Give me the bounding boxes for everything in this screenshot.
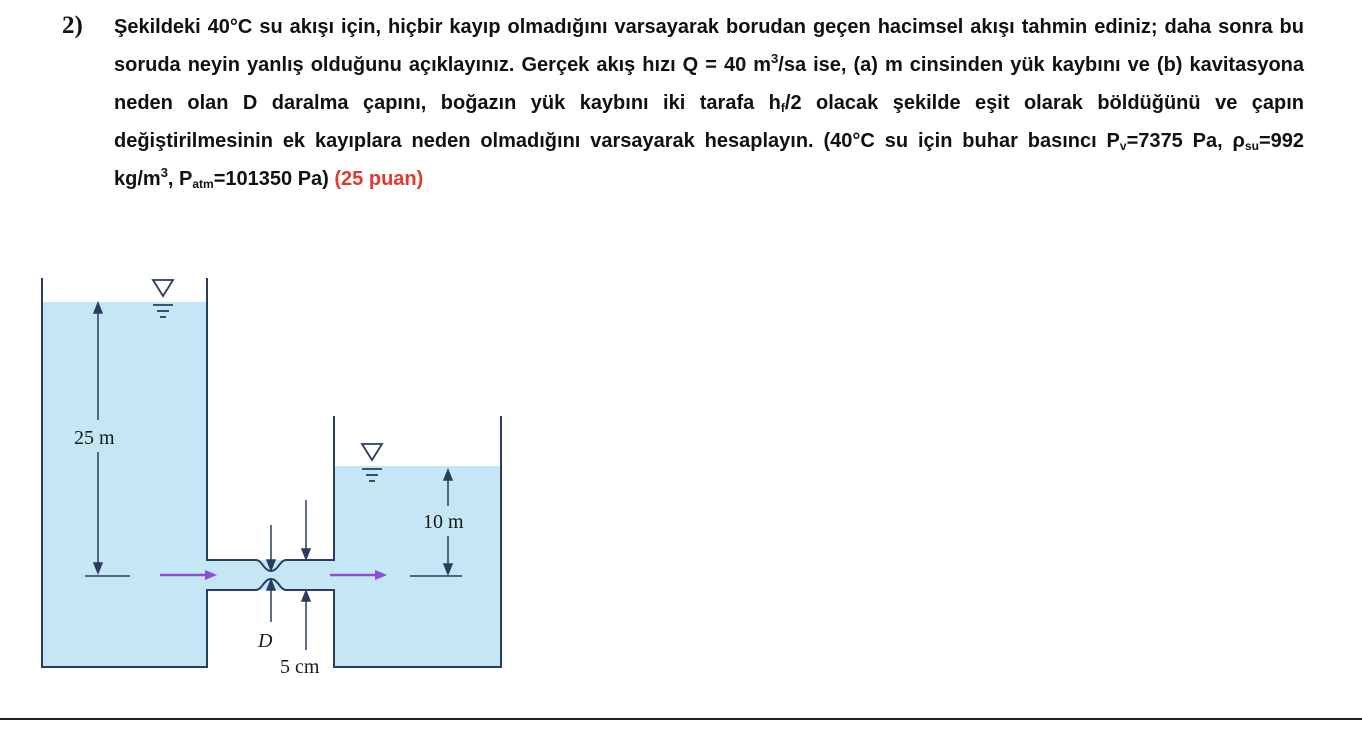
right-height-label: 10 m	[423, 511, 464, 533]
question-text-part-4: =7375 Pa, ρ	[1126, 130, 1245, 152]
left-height-label: 25 m	[74, 427, 115, 449]
question-text	[114, 8, 1304, 198]
subscript-v: v	[1119, 139, 1127, 153]
left-tank-water	[42, 302, 207, 667]
throat-label: D	[258, 630, 273, 652]
right-tank-upper-wall	[286, 416, 334, 560]
question-text-part-1: Şekildeki 40°C su akışı için, hiçbir kayıp olmadığını varsayarak borudan geçen hacimsel akışı tahmin ediniz; daha sonra bu soruda neyin yanlış olduğunu açıklayınız. Gerçek akış hızı Q = 40 m	[114, 16, 1304, 76]
superscript-3: 3	[771, 51, 779, 66]
pipe-diameter-label: 5 cm	[280, 656, 320, 678]
tank-pipe-figure	[30, 270, 510, 680]
right-tank-water	[334, 466, 501, 667]
question-text-part-2: /sa ise, (a) m cinsinden yük kaybını ve (b) kavitasyona neden olan D daralma çapını, boğazın yük kaybını iki tarafa h	[114, 54, 1305, 114]
question-text-part-7: =101350 Pa)	[213, 168, 329, 190]
left-tank-right-wall	[207, 278, 256, 560]
bottom-divider	[0, 718, 1362, 720]
question-text-part-6: , P	[167, 168, 193, 190]
subscript-su: su	[1244, 139, 1259, 153]
question-text-part-5: =992 kg/m	[114, 130, 1304, 190]
subscript-f: f	[780, 101, 785, 115]
subscript-atm: atm	[192, 177, 214, 191]
question-text-part-3: /2 olacak şekilde eşit olarak böldüğünü ve çapın değiştirilmesinin ek kayıplara neden olmadığını varsayarak hesaplayın. (40°C su için buhar basıncı P	[114, 92, 1305, 152]
points-label: (25 puan)	[334, 168, 424, 190]
superscript-3-density: 3	[160, 165, 168, 180]
question-number: 2)	[62, 12, 83, 39]
